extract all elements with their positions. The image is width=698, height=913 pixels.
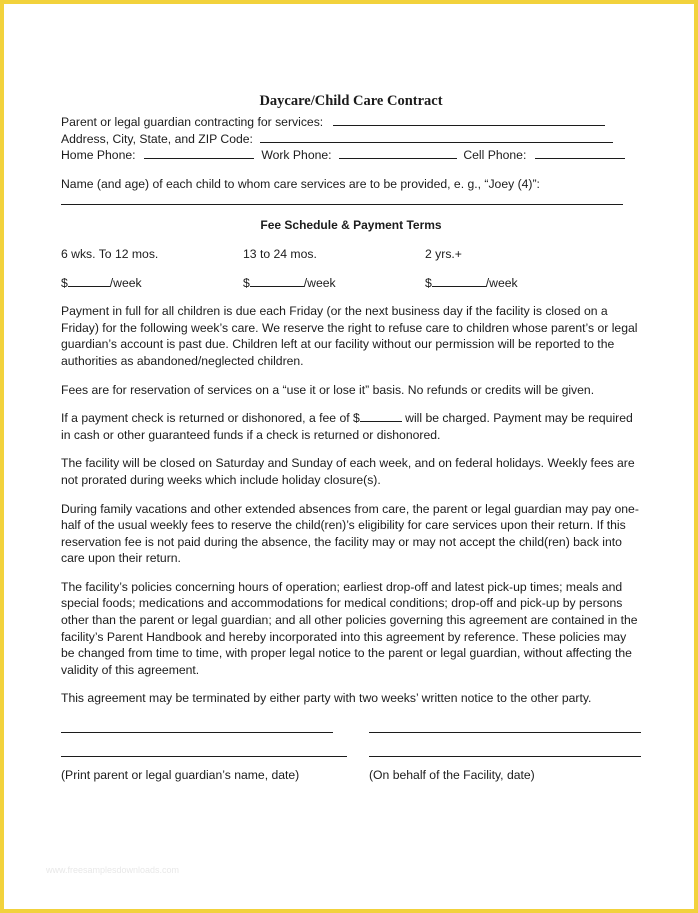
cell-phone-blank[interactable] bbox=[535, 147, 625, 159]
per-week-label: /week bbox=[485, 275, 518, 290]
fee-age-groups bbox=[61, 246, 641, 263]
address-blank[interactable] bbox=[260, 131, 613, 143]
facility-name-line[interactable] bbox=[369, 743, 641, 757]
parent-signature bbox=[61, 719, 347, 784]
reservation-paragraph: Fees are for reservation of services on a “use it or lose it” basis. No refunds or credits will be given. bbox=[61, 382, 595, 397]
fee-amounts bbox=[61, 275, 641, 292]
parent-signature-line[interactable] bbox=[61, 719, 333, 733]
fee-preschool-blank[interactable] bbox=[432, 275, 486, 287]
age-group-preschool: 2 yrs.+ bbox=[425, 246, 462, 261]
watermark: www.freesamplesdownloads.com bbox=[46, 865, 180, 875]
home-phone-blank[interactable] bbox=[144, 147, 254, 159]
returned-check-text-start: If a payment check is returned or dishonored, a fee of $ bbox=[61, 411, 360, 426]
parent-signature-caption: (Print parent or legal guardian’s name, date) bbox=[61, 768, 300, 783]
fee-toddler-blank[interactable] bbox=[250, 275, 304, 287]
facility-signature bbox=[369, 719, 641, 784]
children-blank[interactable] bbox=[61, 192, 623, 205]
termination-paragraph: This agreement may be terminated by either party with two weeks’ written notice to the other party. bbox=[61, 691, 592, 706]
vacations-paragraph: During family vacations and other extended absences from care, the parent or legal guardian may pay one-half of the usual weekly fees to reserve the child(ren)’s eligibility for care services upon their return. If this reservation fee is not paid during the absence, the facility may or may not accept the child(ren) back into care upon their return. bbox=[61, 501, 639, 566]
fee-infant-blank[interactable] bbox=[68, 275, 110, 287]
work-phone-label: Work Phone: bbox=[261, 148, 332, 163]
contract-page bbox=[61, 92, 641, 784]
age-group-toddler: 13 to 24 mos. bbox=[243, 246, 317, 261]
parent-label: Parent or legal guardian contracting for services: bbox=[61, 115, 324, 129]
parent-row bbox=[61, 114, 641, 131]
returned-check-fee-blank[interactable] bbox=[360, 410, 402, 422]
facility-signature-caption: (On behalf of the Facility, date) bbox=[369, 768, 535, 783]
facility-signature-line[interactable] bbox=[369, 719, 641, 733]
age-group-infant: 6 wks. To 12 mos. bbox=[61, 246, 159, 261]
currency-sign: $ bbox=[61, 275, 68, 290]
address-label: Address, City, State, and ZIP Code: bbox=[61, 131, 253, 146]
per-week-label: /week bbox=[109, 275, 142, 290]
address-row bbox=[61, 131, 641, 148]
payment-paragraph: Payment in full for all children is due each Friday (or the next business day if the facility is closed on a Friday) for the following week’s care. We reserve the right to refuse care to children whose parent’s or legal guardian’s account is past due. Children left at our facility without our permission will be reported to the authorities as abandoned/neglected children. bbox=[61, 304, 638, 368]
per-week-label: /week bbox=[303, 275, 336, 290]
home-phone-label: Home Phone: bbox=[61, 148, 136, 163]
cell-phone-label: Cell Phone: bbox=[463, 148, 527, 163]
parent-blank[interactable] bbox=[333, 114, 605, 126]
returned-check-paragraph bbox=[61, 410, 641, 443]
currency-sign: $ bbox=[243, 275, 250, 290]
currency-sign: $ bbox=[425, 275, 432, 290]
closure-paragraph: The facility will be closed on Saturday and Sunday of each week, and on federal holidays. Weekly fees are not prorated during weeks which include holiday closure(s). bbox=[61, 456, 635, 487]
phone-row bbox=[61, 147, 641, 164]
document-title: Daycare/Child Care Contract bbox=[259, 93, 443, 109]
fee-toddler bbox=[243, 275, 425, 292]
children-label: Name (and age) of each child to whom care services are to be provided, e. g., “Joey (4)”: bbox=[61, 176, 540, 191]
work-phone-blank[interactable] bbox=[339, 147, 457, 159]
fee-infant bbox=[61, 275, 243, 292]
returned-check-text-end: will be charged. Payment may be required in cash or other guaranteed funds if a check is returned or dishonored. bbox=[61, 411, 633, 442]
fee-preschool bbox=[425, 275, 607, 292]
policies-paragraph: The facility’s policies concerning hours of operation; earliest drop-off and latest pick-up times; meals and special foods; medications and accommodations for medical conditions; drop-off and pick-up by persons other than the parent or legal guardian; and all other policies governing this agreement are contained in the facility’s Parent Handbook and hereby incorporated into this agreement by reference. These policies may be changed from time to time, with proper legal notice to the parent or legal guardian, without affecting the validity of this agreement. bbox=[61, 579, 638, 677]
parent-name-line[interactable] bbox=[61, 743, 347, 757]
signature-block bbox=[61, 719, 641, 784]
fee-schedule-heading: Fee Schedule & Payment Terms bbox=[260, 218, 442, 233]
